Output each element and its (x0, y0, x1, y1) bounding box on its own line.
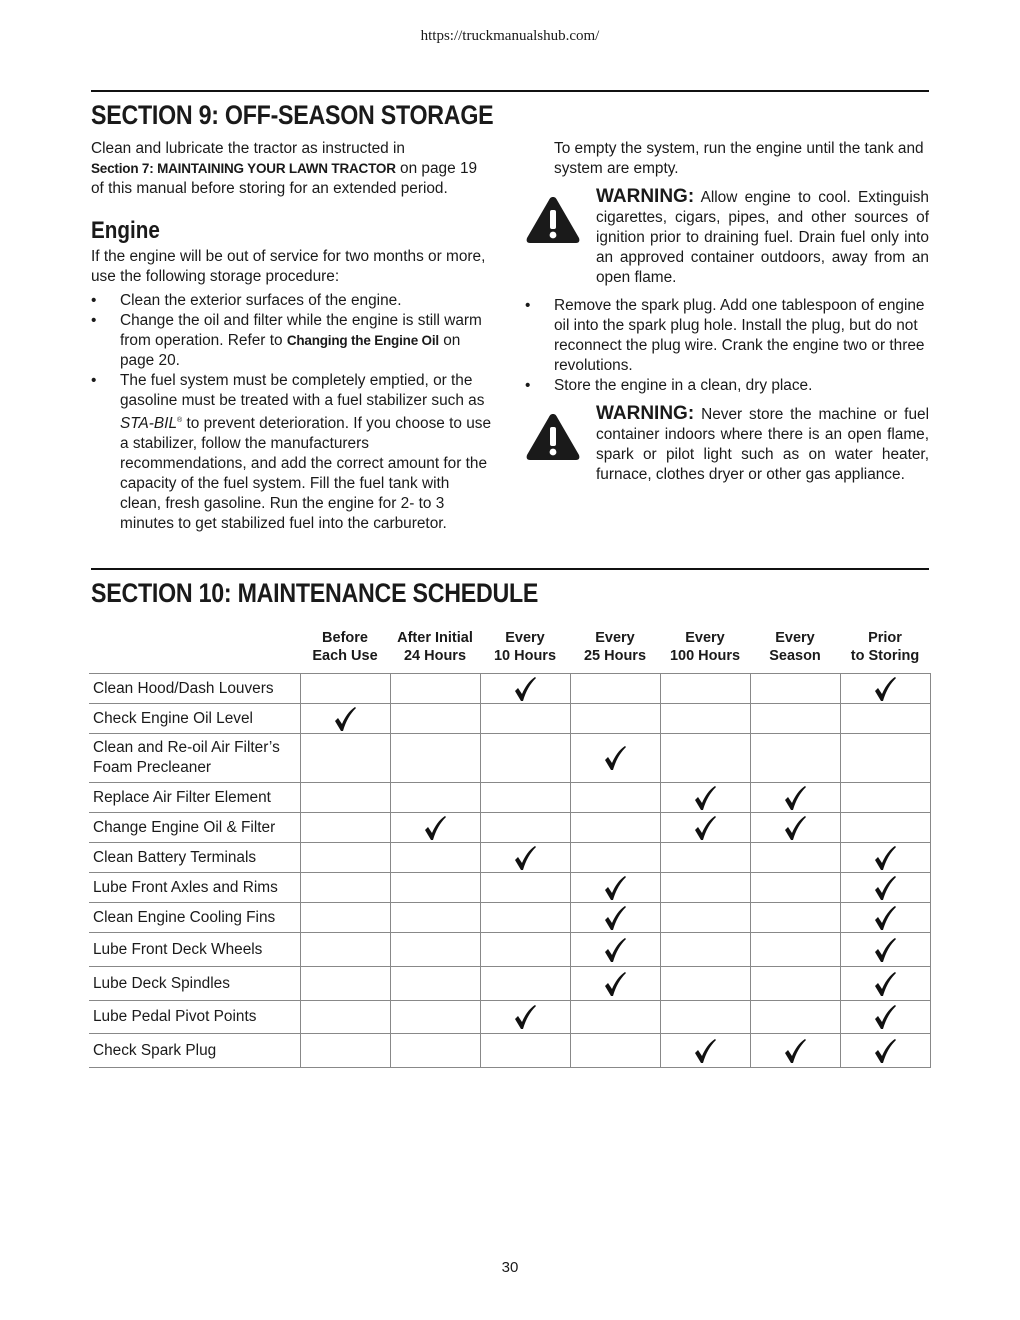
schedule-cell (660, 1001, 750, 1034)
schedule-cell (660, 734, 750, 783)
schedule-cell (660, 967, 750, 1001)
warning-triangle-icon (525, 195, 581, 245)
schedule-cell (390, 734, 480, 783)
schedule-cell (840, 813, 930, 843)
checkmark-icon (784, 785, 806, 811)
checkmark-icon (604, 971, 626, 997)
schedule-cell (480, 674, 570, 704)
task-cell: Lube Front Axles and Rims (89, 873, 300, 903)
schedule-cell (840, 674, 930, 704)
engine-storage-list-continued (525, 296, 929, 396)
table-row (89, 734, 930, 783)
schedule-cell (300, 873, 390, 903)
schedule-cell (480, 734, 570, 783)
task-cell: Clean Hood/Dash Louvers (89, 674, 300, 704)
schedule-cell (390, 704, 480, 734)
task-cell: Check Spark Plug (89, 1034, 300, 1068)
schedule-cell (390, 1034, 480, 1068)
schedule-cell (300, 813, 390, 843)
table-row (89, 1034, 930, 1068)
schedule-cell (750, 873, 840, 903)
task-cell: Lube Front Deck Wheels (89, 933, 300, 967)
checkmark-icon (604, 875, 626, 901)
warning-fuel: WARNING: Allow engine to cool. Extinguish cigarettes, cigars, pipes, and other sources of ignition prior to draining fuel. Drain fuel only into an approved container outdoors, away from an open flame. (525, 187, 929, 288)
checkmark-icon (694, 785, 716, 811)
schedule-cell (300, 843, 390, 873)
schedule-cell (570, 903, 660, 933)
schedule-cell (570, 734, 660, 783)
schedule-cell (480, 967, 570, 1001)
section7-reference: Section 7: MAINTAINING YOUR LAWN TRACTOR (91, 161, 396, 176)
section10-title: SECTION 10: MAINTENANCE SCHEDULE (91, 578, 539, 608)
task-column-header (89, 625, 300, 674)
schedule-cell (570, 1034, 660, 1068)
list-item: • Change the oil and filter while the engine is still warm from operation. Refer to Changing the Engine Oil on page 20. (91, 312, 482, 369)
task-cell: Clean Battery Terminals (89, 843, 300, 873)
schedule-cell (660, 674, 750, 704)
engine-intro: If the engine will be out of service for two months or more, use the following storage procedure: (91, 248, 486, 285)
schedule-cell (750, 783, 840, 813)
schedule-cell (750, 704, 840, 734)
table-row (89, 873, 930, 903)
schedule-cell (660, 704, 750, 734)
checkmark-icon (514, 1004, 536, 1030)
empty-system-text: To empty the system, run the engine until the tank and system are empty. (554, 140, 924, 177)
task-cell: Clean and Re-oil Air Filter’s Foam Precleaner (89, 734, 300, 783)
schedule-cell (480, 843, 570, 873)
stabilizer-brand: STA-BIL (120, 415, 178, 433)
checkmark-icon (874, 905, 896, 931)
table-row (89, 704, 930, 734)
schedule-cell (480, 1034, 570, 1068)
table-header-row (89, 625, 930, 674)
checkmark-icon (874, 1004, 896, 1030)
schedule-cell (570, 674, 660, 704)
checkmark-icon (874, 845, 896, 871)
task-cell: Replace Air Filter Element (89, 783, 300, 813)
task-cell: Change Engine Oil & Filter (89, 813, 300, 843)
schedule-cell (750, 967, 840, 1001)
schedule-cell (660, 873, 750, 903)
schedule-cell (660, 813, 750, 843)
storage-intro: Clean and lubricate the tractor as instructed in Section 7: MAINTAINING YOUR LAWN TRACTOR on page 19 of this manual before storing for an extended period. (91, 140, 478, 197)
column-header: Every Season (769, 630, 821, 664)
section9-title: SECTION 9: OFF-SEASON STORAGE (91, 100, 494, 130)
schedule-cell (480, 933, 570, 967)
source-url: https://truckmanualshub.com/ (420, 28, 600, 44)
schedule-cell (480, 704, 570, 734)
schedule-cell (300, 967, 390, 1001)
schedule-cell (570, 783, 660, 813)
table-row (89, 674, 930, 704)
task-cell: Clean Engine Cooling Fins (89, 903, 300, 933)
list-item: • Remove the spark plug. Add one tablespoon of engine oil into the spark plug hole. Install the plug, but do not reconnect the plug wire. Crank the engine two or three revolutions. (525, 297, 925, 374)
schedule-cell (480, 813, 570, 843)
schedule-cell (300, 674, 390, 704)
schedule-cell (570, 843, 660, 873)
checkmark-icon (424, 815, 446, 841)
column-header: Every 25 Hours (583, 630, 647, 664)
schedule-cell (390, 674, 480, 704)
schedule-cell (480, 783, 570, 813)
column-header: Every 100 Hours (669, 630, 741, 664)
schedule-cell (750, 843, 840, 873)
engine-heading: Engine (91, 217, 160, 244)
checkmark-icon (874, 875, 896, 901)
task-cell: Lube Pedal Pivot Points (89, 1001, 300, 1034)
schedule-cell (390, 843, 480, 873)
list-item: • The fuel system must be completely emptied, or the gasoline must be treated with a fuel stabilizer such as STA-BIL® to prevent deterioration. If you choose to use a stabilizer, follow the manufacturers recommendations, and add the correct amount for the capacity of the fuel system. Fill the fuel tank with clean, fresh gasoline. Run the engine for 2- to 3 minutes to get stabilized fuel into the carburetor. (91, 372, 492, 533)
checkmark-icon (874, 676, 896, 702)
maintenance-schedule-table (89, 625, 931, 1068)
schedule-cell (750, 734, 840, 783)
schedule-cell (840, 783, 930, 813)
checkmark-icon (694, 815, 716, 841)
column-header: Prior to Storing (850, 630, 920, 664)
schedule-cell (840, 1034, 930, 1068)
schedule-cell (660, 1034, 750, 1068)
table-row (89, 903, 930, 933)
schedule-cell (750, 933, 840, 967)
oil-change-reference: Changing the Engine Oil (286, 333, 439, 348)
checkmark-icon (604, 745, 626, 771)
section9-right-column (525, 139, 929, 493)
table-row (89, 813, 930, 843)
checkmark-icon (334, 706, 356, 732)
checkmark-icon (784, 815, 806, 841)
schedule-cell (840, 734, 930, 783)
section-divider (91, 568, 929, 570)
table-row (89, 933, 930, 967)
schedule-cell (660, 843, 750, 873)
engine-storage-list (91, 291, 493, 534)
schedule-cell (570, 813, 660, 843)
schedule-cell (300, 704, 390, 734)
schedule-cell (300, 783, 390, 813)
schedule-cell (570, 704, 660, 734)
schedule-cell (480, 873, 570, 903)
column-header: After Initial 24 Hours (397, 630, 473, 664)
checkmark-icon (874, 937, 896, 963)
schedule-cell (660, 783, 750, 813)
schedule-cell (390, 1001, 480, 1034)
checkmark-icon (514, 676, 536, 702)
schedule-cell (390, 873, 480, 903)
schedule-cell (570, 873, 660, 903)
schedule-cell (840, 873, 930, 903)
schedule-cell (750, 1001, 840, 1034)
schedule-cell (750, 1034, 840, 1068)
schedule-cell (390, 813, 480, 843)
list-item: • Store the engine in a clean, dry place. (525, 377, 813, 394)
table-row (89, 1001, 930, 1034)
schedule-cell (480, 1001, 570, 1034)
schedule-cell (300, 903, 390, 933)
checkmark-icon (694, 1038, 716, 1064)
schedule-cell (750, 674, 840, 704)
section9-left-column (91, 139, 493, 534)
checkmark-icon (874, 971, 896, 997)
schedule-cell (750, 813, 840, 843)
table-row (89, 783, 930, 813)
warning-triangle-icon (525, 412, 581, 462)
task-cell: Lube Deck Spindles (89, 967, 300, 1001)
list-item: • Clean the exterior surfaces of the engine. (91, 292, 402, 309)
table-row (89, 843, 930, 873)
warning-indoor-storage: WARNING: Never store the machine or fuel container indoors where there is an open flame, spark or pilot light such as on water heater, furnace, clothes dryer or other gas appliance. (525, 404, 929, 485)
task-cell: Check Engine Oil Level (89, 704, 300, 734)
schedule-cell (390, 783, 480, 813)
column-header: Every 10 Hours (493, 630, 557, 664)
schedule-cell (660, 933, 750, 967)
schedule-cell (390, 903, 480, 933)
schedule-cell (300, 734, 390, 783)
schedule-cell (840, 967, 930, 1001)
table-row (89, 967, 930, 1001)
schedule-cell (480, 903, 570, 933)
checkmark-icon (784, 1038, 806, 1064)
schedule-cell (570, 1001, 660, 1034)
schedule-cell (660, 903, 750, 933)
schedule-cell (750, 903, 840, 933)
schedule-cell (840, 903, 930, 933)
schedule-cell (840, 1001, 930, 1034)
column-header: Before Each Use (312, 630, 378, 664)
schedule-cell (390, 933, 480, 967)
schedule-cell (390, 967, 480, 1001)
checkmark-icon (874, 1038, 896, 1064)
schedule-cell (570, 967, 660, 1001)
schedule-cell (840, 933, 930, 967)
schedule-cell (300, 933, 390, 967)
checkmark-icon (514, 845, 536, 871)
page-number: 30 (501, 1259, 519, 1276)
schedule-cell (840, 704, 930, 734)
section-divider (91, 90, 929, 92)
checkmark-icon (604, 937, 626, 963)
schedule-cell (300, 1001, 390, 1034)
schedule-cell (840, 843, 930, 873)
checkmark-icon (604, 905, 626, 931)
schedule-cell (570, 933, 660, 967)
schedule-cell (300, 1034, 390, 1068)
table-body (89, 674, 930, 1068)
